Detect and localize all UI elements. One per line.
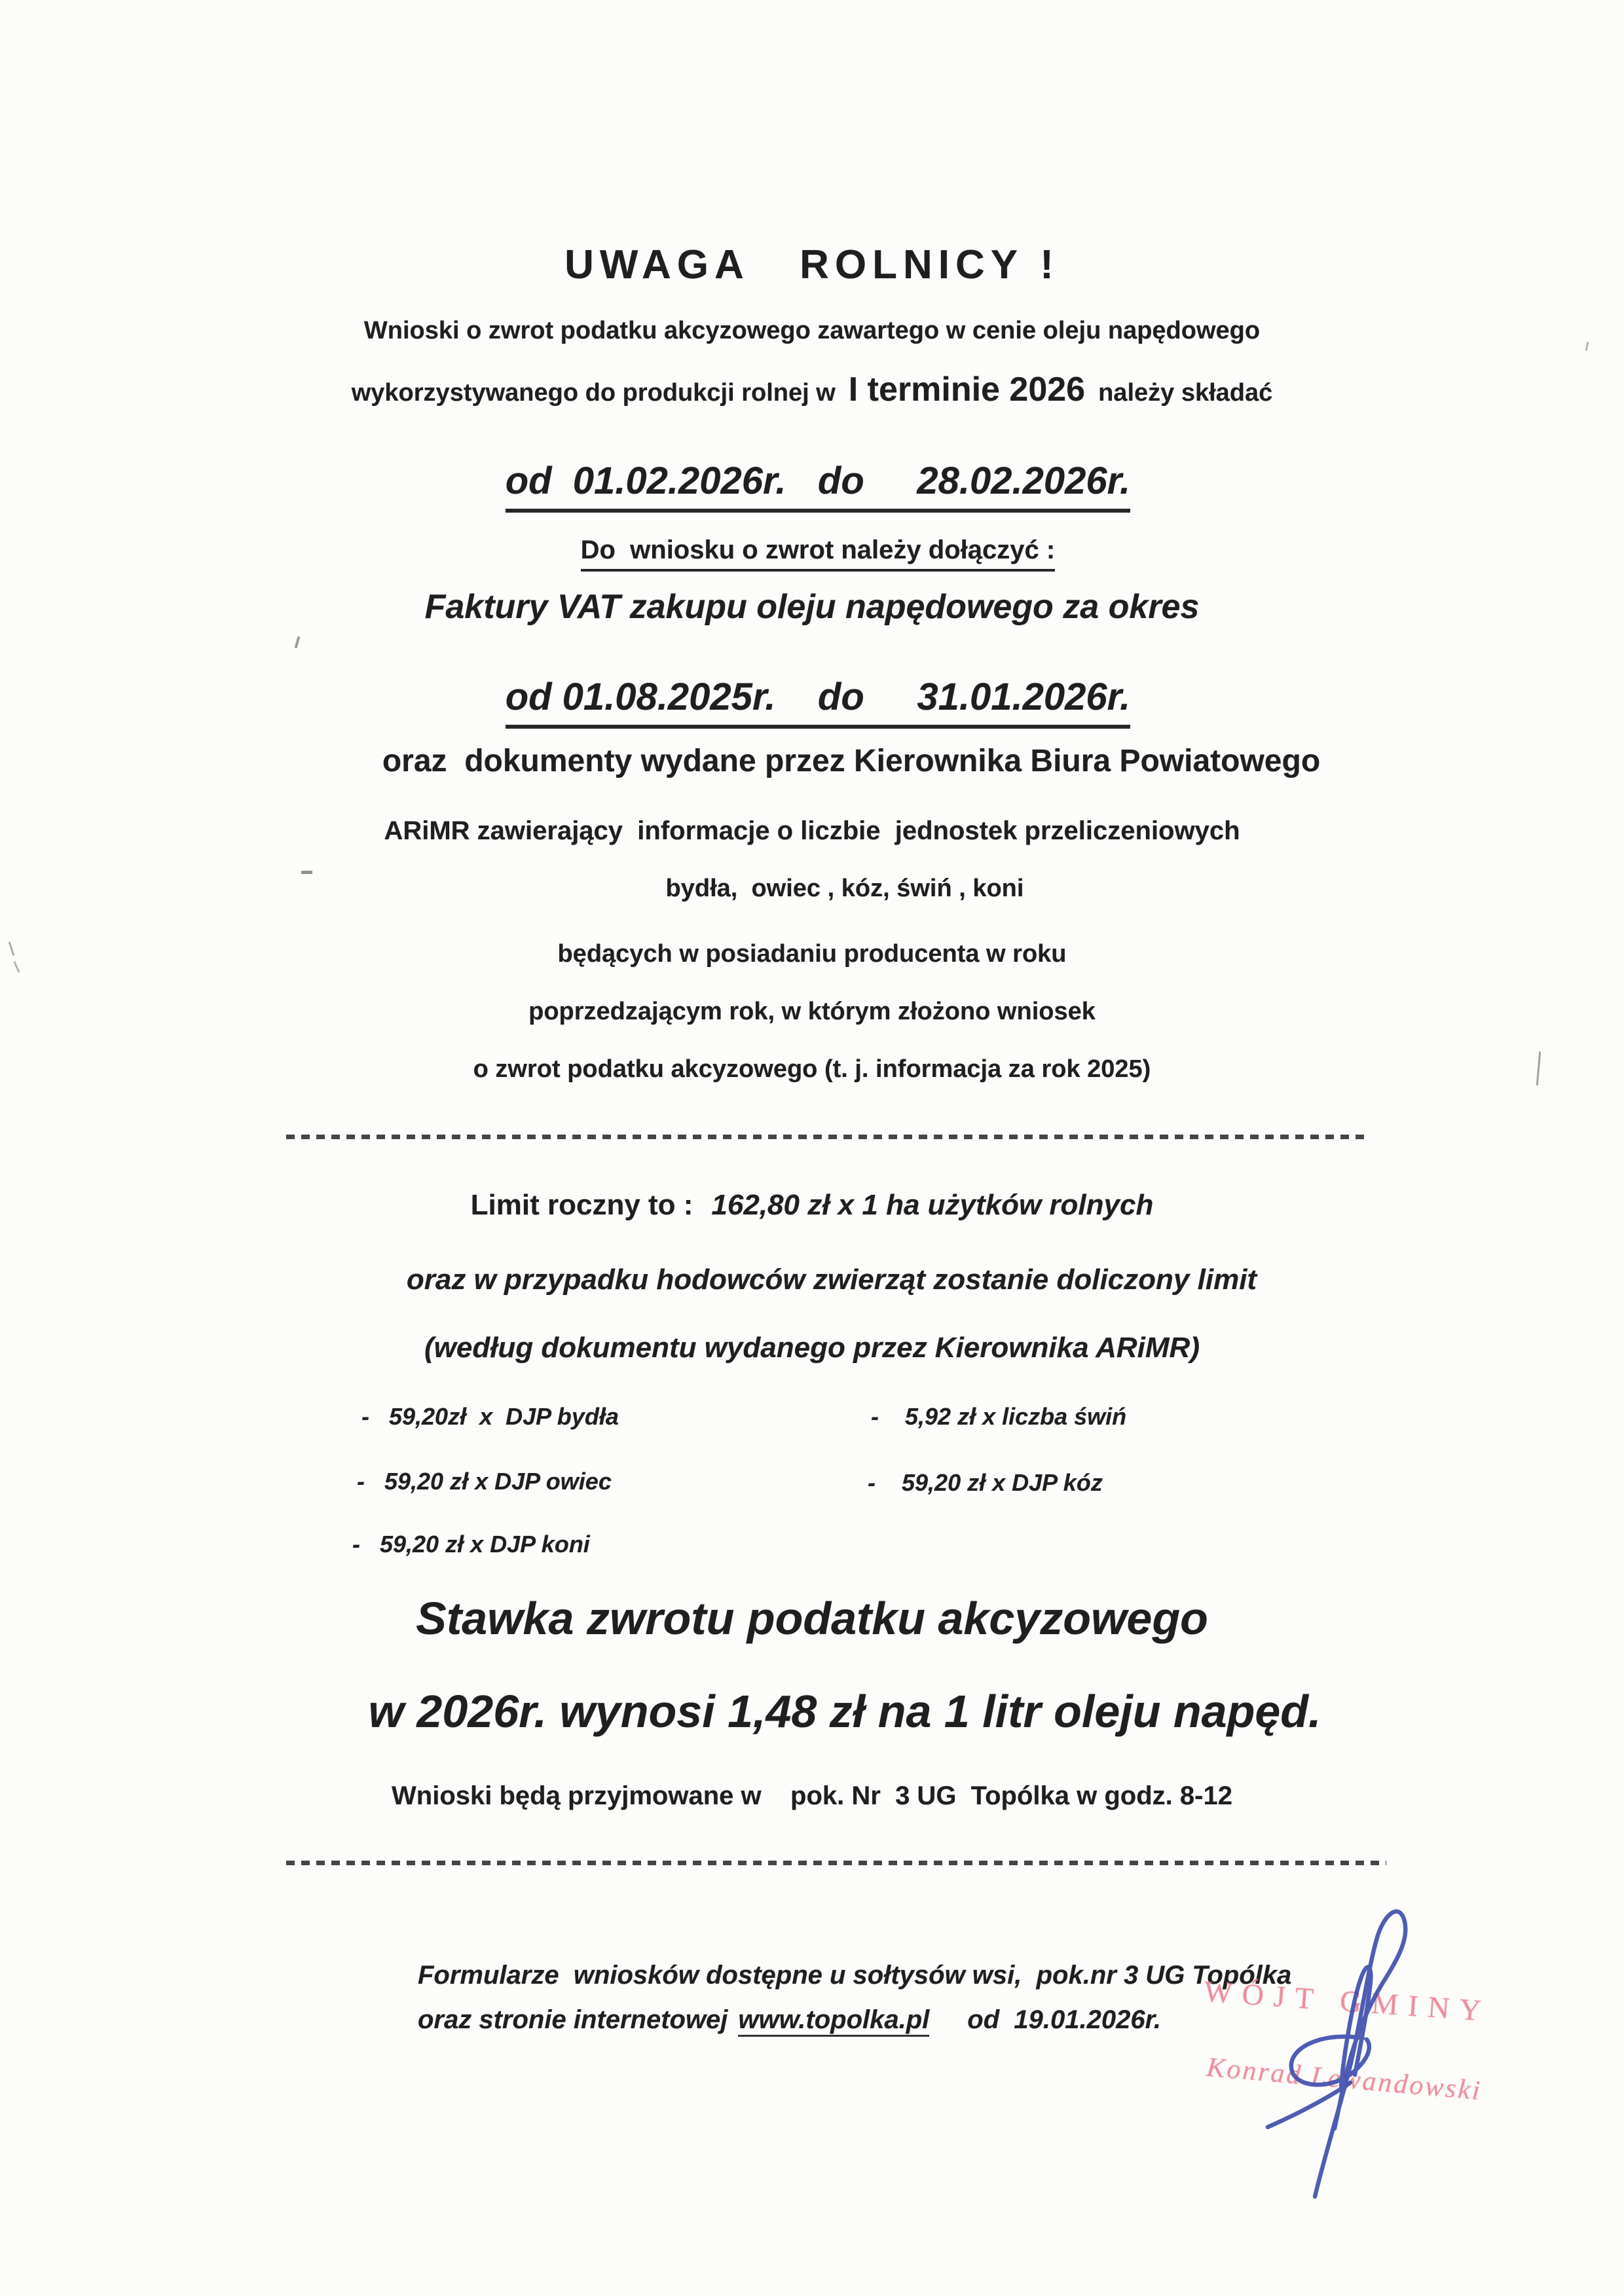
documents-line-3: bydła, owiec , kóz, świń , koni — [665, 875, 1024, 902]
documents-line-2: ARiMR zawierający informacje o liczbie jednostek przeliczeniowych — [384, 816, 1240, 845]
rate-item-pigs: - 5,92 zł x liczba świń — [871, 1403, 1127, 1430]
attachments-heading-line — [0, 525, 1624, 575]
submission-period-line — [0, 450, 1624, 512]
dashed-divider-bottom — [286, 1861, 1386, 1865]
footer-line-2 — [418, 2006, 1161, 2037]
rate-statement-line-1: Stawka zwrotu podatku akcyzowego — [416, 1593, 1208, 1644]
documents-line-1: oraz dokumenty wydane przez Kierownika Biura Powiatowego — [382, 744, 1321, 778]
office-hours-line: Wnioski będą przyjmowane w pok. Nr 3 UG Topólka w godz. 8-12 — [392, 1781, 1232, 1810]
scan-artifact — [295, 636, 301, 648]
mayor-stamp-name: Konrad Lewandowski — [1205, 2052, 1483, 2107]
limit-line-1 — [0, 1190, 1624, 1220]
intro-line-2-term-emphasis: I terminie 2026 — [848, 371, 1086, 409]
attachments-heading: Do wniosku o zwrot należy dołączyć : — [581, 536, 1056, 572]
limit-value: 162,80 zł x 1 ha użytków rolnych — [711, 1189, 1154, 1221]
intro-line-1: Wnioski o zwrot podatku akcyzowego zawartego w cenie oleju napędowego — [363, 317, 1261, 344]
footer-line-2-prefix: oraz stronie internetowej — [418, 2005, 728, 2034]
signature-ink — [1210, 1895, 1420, 2203]
rate-item-cattle: - 59,20zł x DJP bydła — [361, 1403, 619, 1430]
rate-item-goats: - 59,20 zł x DJP kóz — [868, 1469, 1103, 1496]
intro-line-2 — [0, 372, 1624, 408]
rate-item-horses: - 59,20 zł x DJP koni — [352, 1531, 590, 1558]
limit-line-2: oraz w przypadku hodowców zwierząt zostanie doliczony limit — [406, 1264, 1257, 1296]
footer-line-2-suffix: od 19.01.2026r. — [967, 2005, 1162, 2034]
documents-line-5: poprzedzającym rok, w którym złożono wniosek — [528, 998, 1096, 1025]
submission-period-dates: od 01.02.2026r. do 28.02.2026r. — [506, 460, 1130, 513]
documents-line-6: o zwrot podatku akcyzowego (t. j. informacja za rok 2025) — [473, 1055, 1151, 1083]
mayor-stamp-title: WÓJT GMINY — [1202, 1974, 1492, 2028]
rate-item-sheep: - 59,20 zł x DJP owiec — [357, 1468, 612, 1495]
rate-statement-line-2: w 2026r. wynosi 1,48 zł na 1 litr oleju napęd. — [368, 1686, 1321, 1737]
scan-artifact — [301, 871, 312, 874]
footer-line-1: Formularze wniosków dostępne u sołtysów wsi, pok.nr 3 UG Topólka — [418, 1961, 1292, 1990]
invoice-period-dates: od 01.08.2025r. do 31.01.2026r. — [506, 676, 1130, 729]
invoices-line: Faktury VAT zakupu oleju napędowego za okres — [424, 588, 1200, 626]
invoice-period-line — [0, 666, 1624, 728]
notice-title: UWAGA ROLNICY ! — [564, 242, 1060, 287]
limit-line-3: (według dokumentu wydanego przez Kierownika ARiMR) — [424, 1332, 1200, 1364]
intro-line-2-suffix: należy składać — [1098, 379, 1273, 407]
website-url-text: www.topolka.pl — [738, 2006, 929, 2037]
intro-line-2-prefix: wykorzystywanego do produkcji rolnej w — [351, 379, 836, 407]
dashed-divider-top — [286, 1135, 1371, 1139]
limit-label: Limit roczny to : — [470, 1189, 693, 1221]
documents-line-4: będących w posiadaniu producenta w roku — [557, 940, 1067, 968]
